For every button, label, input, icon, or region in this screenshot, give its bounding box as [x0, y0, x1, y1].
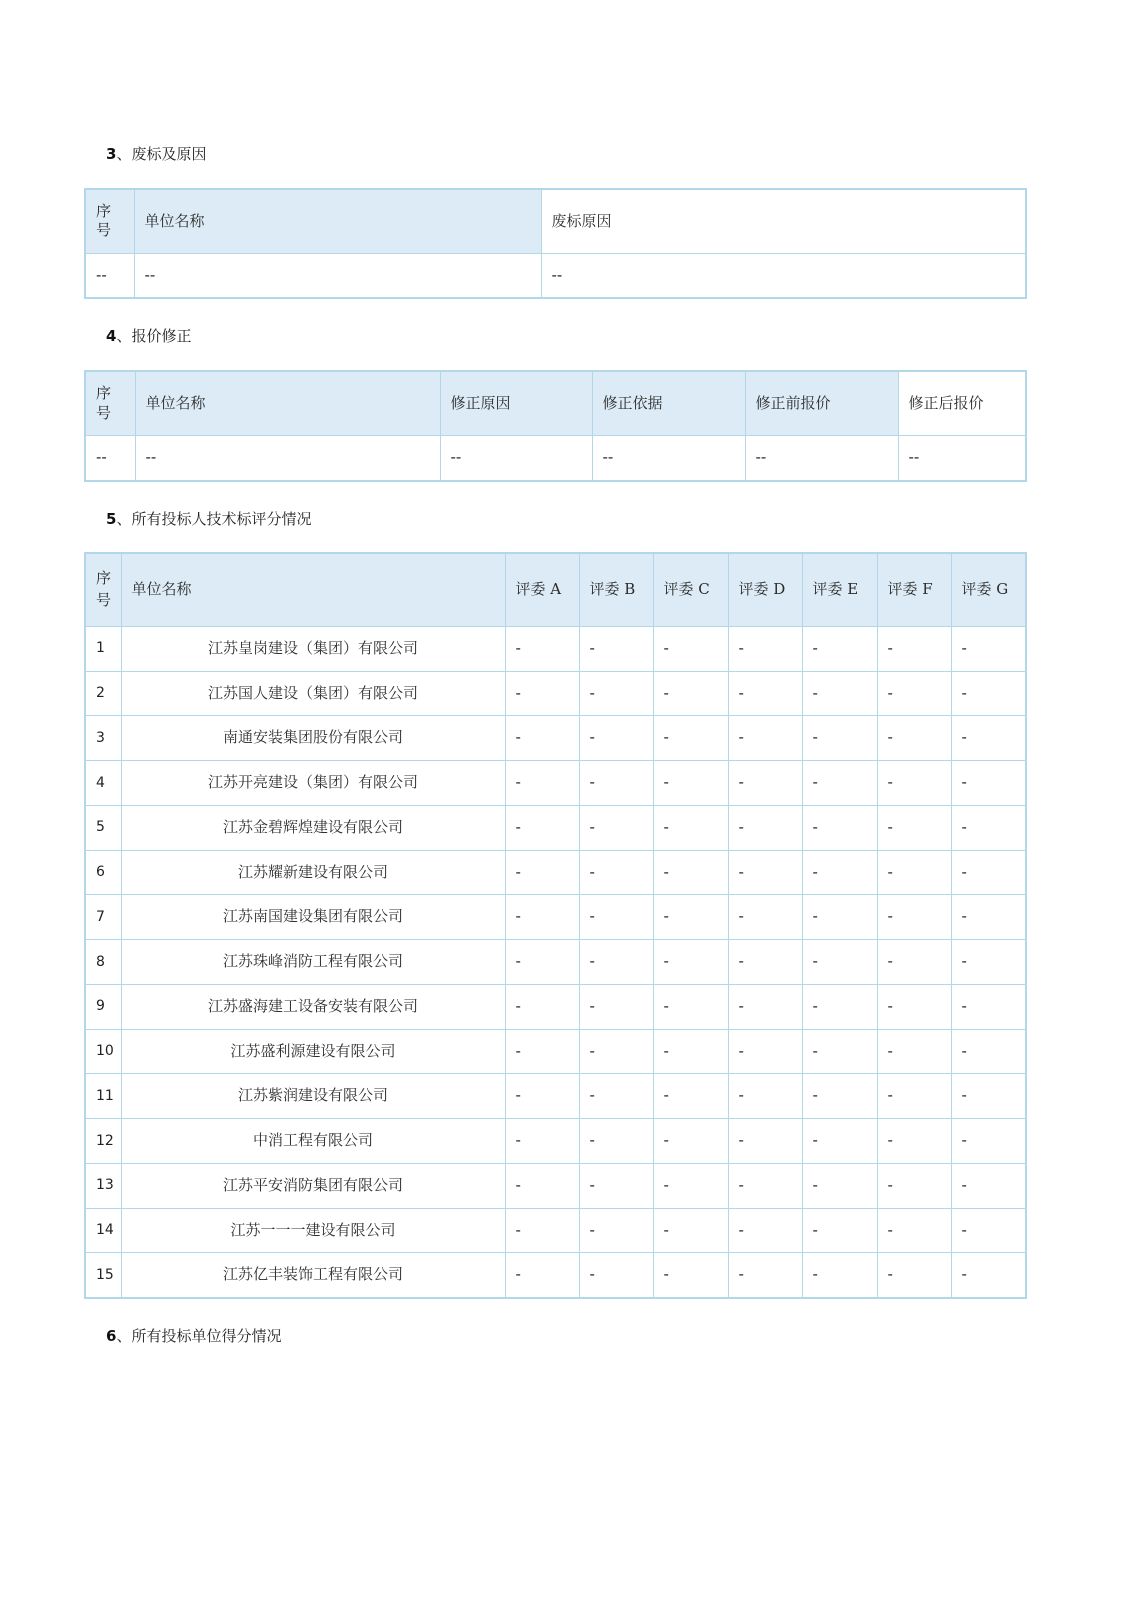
cell-company-name: 江苏国人建设（集团）有限公司: [121, 671, 505, 716]
col-header-judge-g: 评委 G: [951, 553, 1026, 626]
section-separator: 、: [116, 327, 132, 346]
section-title-text: 所有投标单位得分情况: [131, 1327, 282, 1345]
col-header-judge-d: 评委 D: [728, 553, 802, 626]
cell-score-judge-a: -: [505, 761, 579, 806]
section-number: 5: [106, 509, 117, 528]
col-header-reject-reason: 废标原因: [541, 189, 1026, 254]
cell-score-judge-e: -: [802, 1253, 877, 1298]
cell-score-judge-b: -: [579, 1253, 653, 1298]
section-title-text: 废标及原因: [131, 145, 207, 163]
col-header-seq: 序号: [85, 553, 121, 626]
cell-score-judge-g: -: [951, 940, 1026, 985]
cell-score-judge-b: -: [579, 761, 653, 806]
cell-company-name: 江苏盛海建工设备安装有限公司: [121, 984, 505, 1029]
cell-seq: 12: [85, 1119, 121, 1164]
cell-company-name: 江苏紫润建设有限公司: [121, 1074, 505, 1119]
cell-seq: 10: [85, 1029, 121, 1074]
cell-score-judge-g: -: [951, 1029, 1026, 1074]
table-row: [85, 895, 1026, 940]
cell-score-judge-d: -: [728, 895, 802, 940]
cell-score-judge-f: -: [877, 626, 951, 671]
section-title-text: 所有投标人技术标评分情况: [131, 509, 312, 528]
col-header-judge-b: 评委 B: [579, 553, 653, 626]
cell-score-judge-b: -: [579, 805, 653, 850]
section-separator: 、: [116, 145, 132, 163]
section-separator: 、: [116, 509, 132, 528]
cell-score-judge-a: -: [505, 716, 579, 761]
cell-score-judge-e: -: [802, 1208, 877, 1253]
cell-score-judge-d: -: [728, 805, 802, 850]
cell-score-judge-b: -: [579, 1119, 653, 1164]
table-row: [85, 805, 1026, 850]
section-title-technical-scores: [106, 510, 1025, 529]
cell-seq: 6: [85, 850, 121, 895]
cell-score-judge-g: -: [951, 805, 1026, 850]
table-row: [85, 716, 1026, 761]
cell-score-judge-f: -: [877, 761, 951, 806]
cell-correction-reason: --: [440, 436, 592, 481]
cell-price-before: --: [745, 436, 898, 481]
col-header-price-after: 修正后报价: [898, 371, 1026, 436]
cell-company: --: [134, 253, 541, 298]
table-row: [85, 1208, 1026, 1253]
cell-company-name: 江苏平安消防集团有限公司: [121, 1163, 505, 1208]
cell-score-judge-b: -: [579, 716, 653, 761]
technical-scores-table: [84, 552, 1027, 1299]
cell-score-judge-e: -: [802, 716, 877, 761]
table-row: [85, 1253, 1026, 1298]
cell-score-judge-e: -: [802, 850, 877, 895]
price-correction-table: [84, 370, 1027, 482]
cell-score-judge-d: -: [728, 716, 802, 761]
cell-score-judge-f: -: [877, 671, 951, 716]
cell-score-judge-g: -: [951, 1074, 1026, 1119]
table-header-row: [85, 189, 1026, 254]
cell-score-judge-e: -: [802, 1029, 877, 1074]
cell-seq: 15: [85, 1253, 121, 1298]
cell-score-judge-a: -: [505, 671, 579, 716]
table-row: [85, 940, 1026, 985]
table-row: [85, 626, 1026, 671]
col-header-seq: 序号: [85, 189, 134, 254]
cell-seq: 13: [85, 1163, 121, 1208]
table-row: [85, 850, 1026, 895]
cell-score-judge-a: -: [505, 626, 579, 671]
section-number: 3: [106, 145, 117, 163]
cell-price-after: --: [898, 436, 1026, 481]
table-row: [85, 1074, 1026, 1119]
cell-score-judge-d: -: [728, 940, 802, 985]
cell-score-judge-c: -: [653, 850, 728, 895]
cell-score-judge-g: -: [951, 850, 1026, 895]
cell-score-judge-c: -: [653, 805, 728, 850]
cell-score-judge-f: -: [877, 716, 951, 761]
table-row: [85, 1163, 1026, 1208]
cell-score-judge-c: -: [653, 984, 728, 1029]
cell-score-judge-g: -: [951, 716, 1026, 761]
table-header-row: [85, 371, 1026, 436]
cell-reject-reason: --: [541, 253, 1026, 298]
col-header-correction-basis: 修正依据: [592, 371, 745, 436]
cell-score-judge-b: -: [579, 895, 653, 940]
cell-score-judge-c: -: [653, 1119, 728, 1164]
cell-score-judge-c: -: [653, 1208, 728, 1253]
cell-company-name: 江苏南国建设集团有限公司: [121, 895, 505, 940]
cell-score-judge-a: -: [505, 1253, 579, 1298]
cell-seq: 5: [85, 805, 121, 850]
section-number: 6: [106, 1327, 117, 1345]
cell-score-judge-g: -: [951, 984, 1026, 1029]
col-header-correction-reason: 修正原因: [440, 371, 592, 436]
cell-score-judge-f: -: [877, 940, 951, 985]
cell-score-judge-f: -: [877, 850, 951, 895]
section-title-text: 报价修正: [131, 327, 192, 346]
cell-company: --: [135, 436, 440, 481]
cell-company-name: 江苏开亮建设（集团）有限公司: [121, 761, 505, 806]
cell-score-judge-c: -: [653, 761, 728, 806]
table-row: [85, 1029, 1026, 1074]
col-header-company: 单位名称: [134, 189, 541, 254]
cell-score-judge-d: -: [728, 626, 802, 671]
cell-seq: --: [85, 436, 135, 481]
cell-seq: 11: [85, 1074, 121, 1119]
cell-score-judge-c: -: [653, 1163, 728, 1208]
section-total-scores: [84, 1327, 1025, 1346]
col-header-judge-e: 评委 E: [802, 553, 877, 626]
cell-score-judge-d: -: [728, 850, 802, 895]
cell-score-judge-e: -: [802, 1074, 877, 1119]
cell-score-judge-f: -: [877, 1208, 951, 1253]
cell-score-judge-g: -: [951, 761, 1026, 806]
cell-score-judge-d: -: [728, 1163, 802, 1208]
cell-company-name: 中消工程有限公司: [121, 1119, 505, 1164]
rejected-bids-table: [84, 188, 1027, 300]
cell-score-judge-f: -: [877, 1074, 951, 1119]
cell-score-judge-c: -: [653, 895, 728, 940]
cell-company-name: 江苏亿丰装饰工程有限公司: [121, 1253, 505, 1298]
cell-seq: 1: [85, 626, 121, 671]
cell-score-judge-e: -: [802, 1163, 877, 1208]
cell-score-judge-a: -: [505, 940, 579, 985]
cell-score-judge-e: -: [802, 1119, 877, 1164]
section-separator: 、: [116, 1327, 132, 1345]
cell-score-judge-e: -: [802, 895, 877, 940]
cell-score-judge-a: -: [505, 1074, 579, 1119]
table-row: [85, 1119, 1026, 1164]
cell-company-name: 江苏盛利源建设有限公司: [121, 1029, 505, 1074]
col-header-price-before: 修正前报价: [745, 371, 898, 436]
cell-seq: --: [85, 253, 134, 298]
cell-correction-basis: --: [592, 436, 745, 481]
table-row: [85, 761, 1026, 806]
cell-score-judge-c: -: [653, 1253, 728, 1298]
cell-score-judge-g: -: [951, 1119, 1026, 1164]
cell-company-name: 江苏一一一建设有限公司: [121, 1208, 505, 1253]
cell-score-judge-c: -: [653, 1074, 728, 1119]
cell-seq: 14: [85, 1208, 121, 1253]
col-header-judge-f: 评委 F: [877, 553, 951, 626]
cell-score-judge-d: -: [728, 671, 802, 716]
col-header-judge-c: 评委 C: [653, 553, 728, 626]
cell-score-judge-d: -: [728, 984, 802, 1029]
cell-seq: 3: [85, 716, 121, 761]
cell-score-judge-a: -: [505, 1208, 579, 1253]
cell-company-name: 江苏耀新建设有限公司: [121, 850, 505, 895]
cell-score-judge-e: -: [802, 626, 877, 671]
cell-score-judge-e: -: [802, 671, 877, 716]
section-title-total-scores: [106, 1327, 1025, 1346]
col-header-company: 单位名称: [121, 553, 505, 626]
cell-company-name: 江苏金碧辉煌建设有限公司: [121, 805, 505, 850]
cell-seq: 4: [85, 761, 121, 806]
cell-score-judge-b: -: [579, 671, 653, 716]
cell-seq: 2: [85, 671, 121, 716]
cell-score-judge-f: -: [877, 1163, 951, 1208]
cell-score-judge-g: -: [951, 671, 1026, 716]
cell-score-judge-g: -: [951, 895, 1026, 940]
section-title-rejected-bids: [106, 145, 1025, 164]
cell-score-judge-a: -: [505, 850, 579, 895]
cell-score-judge-c: -: [653, 716, 728, 761]
cell-score-judge-a: -: [505, 1119, 579, 1164]
cell-score-judge-f: -: [877, 895, 951, 940]
table-header-row: [85, 553, 1026, 626]
cell-score-judge-e: -: [802, 805, 877, 850]
cell-company-name: 南通安装集团股份有限公司: [121, 716, 505, 761]
cell-score-judge-d: -: [728, 1074, 802, 1119]
cell-score-judge-b: -: [579, 984, 653, 1029]
cell-score-judge-e: -: [802, 761, 877, 806]
cell-score-judge-g: -: [951, 1253, 1026, 1298]
cell-score-judge-g: -: [951, 626, 1026, 671]
cell-score-judge-a: -: [505, 984, 579, 1029]
cell-company-name: 江苏皇岗建设（集团）有限公司: [121, 626, 505, 671]
section-technical-scores: [84, 510, 1025, 1300]
cell-score-judge-a: -: [505, 1029, 579, 1074]
section-title-price-correction: [106, 327, 1025, 346]
table-row: [85, 436, 1026, 481]
cell-score-judge-c: -: [653, 940, 728, 985]
cell-score-judge-f: -: [877, 984, 951, 1029]
table-row: [85, 984, 1026, 1029]
section-number: 4: [106, 327, 117, 346]
cell-score-judge-e: -: [802, 984, 877, 1029]
cell-score-judge-b: -: [579, 626, 653, 671]
cell-seq: 9: [85, 984, 121, 1029]
cell-score-judge-b: -: [579, 940, 653, 985]
cell-score-judge-a: -: [505, 1163, 579, 1208]
section-price-correction: [84, 327, 1025, 481]
cell-score-judge-d: -: [728, 1253, 802, 1298]
cell-score-judge-g: -: [951, 1163, 1026, 1208]
cell-score-judge-b: -: [579, 1074, 653, 1119]
cell-score-judge-c: -: [653, 1029, 728, 1074]
cell-score-judge-b: -: [579, 1029, 653, 1074]
cell-score-judge-c: -: [653, 671, 728, 716]
col-header-seq: 序号: [85, 371, 135, 436]
cell-score-judge-e: -: [802, 940, 877, 985]
cell-score-judge-d: -: [728, 1119, 802, 1164]
cell-score-judge-c: -: [653, 626, 728, 671]
cell-seq: 7: [85, 895, 121, 940]
cell-score-judge-f: -: [877, 1253, 951, 1298]
cell-score-judge-a: -: [505, 895, 579, 940]
col-header-judge-a: 评委 A: [505, 553, 579, 626]
cell-score-judge-f: -: [877, 1119, 951, 1164]
cell-score-judge-b: -: [579, 1208, 653, 1253]
table-row: [85, 671, 1026, 716]
section-rejected-bids: [84, 145, 1025, 299]
cell-score-judge-d: -: [728, 1208, 802, 1253]
cell-score-judge-b: -: [579, 1163, 653, 1208]
cell-score-judge-f: -: [877, 1029, 951, 1074]
cell-score-judge-a: -: [505, 805, 579, 850]
cell-score-judge-d: -: [728, 761, 802, 806]
table-row: [85, 253, 1026, 298]
cell-score-judge-d: -: [728, 1029, 802, 1074]
cell-company-name: 江苏珠峰消防工程有限公司: [121, 940, 505, 985]
cell-seq: 8: [85, 940, 121, 985]
cell-score-judge-b: -: [579, 850, 653, 895]
cell-score-judge-f: -: [877, 805, 951, 850]
col-header-company: 单位名称: [135, 371, 440, 436]
cell-score-judge-g: -: [951, 1208, 1026, 1253]
